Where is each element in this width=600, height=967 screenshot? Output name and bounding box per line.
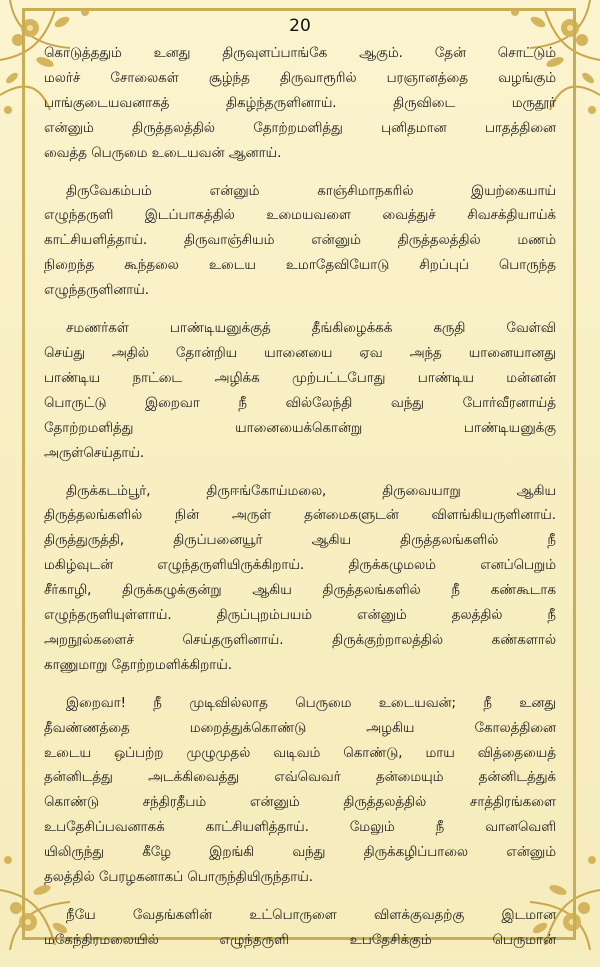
paragraph: [44, 180, 556, 305]
text-line: திருத்துருத்தி, திருப்பனையூர் ஆகிய திருத்தலங்களில் நீ: [44, 533, 556, 549]
text-line: செய்து அதில் தோன்றிய யானையை ஏவ அந்த யானையானது: [44, 345, 556, 361]
text-line: திருக்கடம்பூர், திருஈங்கோய்மலை, திருவையாறு ஆகிய: [66, 483, 556, 499]
text-line: மலர்ச் சோலைகள் சூழ்ந்த திருவாரூரில் பரஞானத்தை வழங்கும்: [44, 70, 556, 86]
text-line: எழுந்தருளினாய்.: [44, 283, 150, 299]
text-line: அருள்செய்தாய்.: [44, 445, 145, 461]
text-line: சீர்காழி, திருக்கழுக்குன்று ஆகிய திருத்தலங்களில் நீ கண்கூடாக: [44, 583, 556, 599]
paragraph: [44, 692, 556, 891]
text-line: நிறைந்த கூந்தலை உடைய உமாதேவியோடு சிறப்புப் பொருந்த: [44, 258, 556, 274]
paragraph: [44, 904, 556, 954]
text-line: பாண்டிய நாட்டை அழிக்க முற்பட்டபோது பாண்டிய மன்னன்: [44, 370, 556, 386]
text-line: கொடுத்ததும் உனது திருவுளப்பாங்கே ஆகும். தேன் சொட்டும்: [44, 46, 556, 61]
text-line: பொருட்டு இறைவா நீ வில்லேந்தி வந்து போர்வீரனாய்த்: [44, 395, 556, 411]
text-line: தலத்தில் பேரழகனாகப் பொருந்தியிருந்தாய்.: [44, 870, 313, 886]
text-line: காணுமாறு தோற்றமளிக்கிறாய்.: [44, 657, 232, 673]
text-line: யிலிருந்து கீழே இறங்கி வந்து திருக்கழிப்பாலை என்னும்: [44, 845, 556, 861]
text-line: மகேந்திரமலையில் எழுந்தருளி உபதேசிக்கும் பெருமான்: [44, 932, 556, 948]
text-line: மகிழ்வுடன் எழுந்தருளியிருக்கிறாய். திருக்கழுமலம் எனப்பெறும்: [44, 558, 556, 574]
text-line: பாங்குடையவனாகத் திகழ்ந்தருளினாய். திருவிடை மருதூர்: [44, 95, 556, 111]
page-number: 20: [289, 16, 311, 36]
text-line: நீயே வேதங்களின் உட்பொருளை விளக்குவதற்கு இடமான: [66, 908, 556, 923]
text-line: உடைய ஒப்பற்ற முழுமுதல் வடிவம் கொண்டு, மாய வித்தையைத்: [44, 745, 556, 761]
text-line: கொண்டு சந்திரதீபம் என்னும் திருத்தலத்தில் சாத்திரங்களை: [44, 795, 556, 811]
text-line: தன்னிடத்து அடக்கிவைத்து எவ்வெவர் தன்மையும் தன்னிடத்துக்: [44, 770, 556, 786]
text-line: இறைவா! நீ முடிவில்லாத பெருமை உடையவன்; நீ உனது: [66, 695, 556, 711]
text-line: வைத்த பெருமை உடையவன் ஆனாய்.: [44, 145, 282, 161]
text-line: திருத்தலங்களில் நின் அருள் தன்மைகளுடன் விளங்கியருளினாய்.: [44, 508, 556, 524]
paragraph: [44, 317, 556, 466]
text-line: என்னும் திருத்தலத்தில் தோற்றமளித்து புனிதமான பாதத்தினை: [44, 120, 556, 136]
text-line: திருவேகம்பம் என்னும் காஞ்சிமாநகரில் இயற்கையாய்: [66, 183, 556, 199]
text-line: அறநூல்களைச் செய்தருளினாய். திருக்குற்றாலத்தில் கண்களால்: [44, 632, 556, 648]
text-body: [44, 42, 556, 967]
text-line: காட்சியளித்தாய். திருவாஞ்சியம் என்னும் திருத்தலத்தில் மணம்: [44, 233, 556, 249]
text-line: தீவண்ணத்தை மறைத்துக்கொண்டு அழகிய கோலத்தினை: [44, 720, 556, 736]
paragraph: [44, 480, 556, 679]
text-line: தோற்றமளித்து யானையைக்கொன்று பாண்டியனுக்கு: [44, 420, 556, 436]
text-line: எழுந்தருளியுள்ளாய். திருப்புறம்பயம் என்னும் தலத்தில் நீ: [44, 608, 556, 624]
text-line: எழுந்தருளி இடப்பாகத்தில் உமையவளை வைத்துச் சிவசக்தியாய்க்: [44, 208, 556, 224]
paragraph: [44, 42, 556, 167]
text-line: உபதேசிப்பவனாகக் காட்சியளித்தாய். மேலும் நீ வானவெளி: [44, 820, 556, 836]
text-line: சமணர்கள் பாண்டியனுக்குத் தீங்கிழைக்கக் கருதி வேள்வி: [66, 321, 556, 337]
